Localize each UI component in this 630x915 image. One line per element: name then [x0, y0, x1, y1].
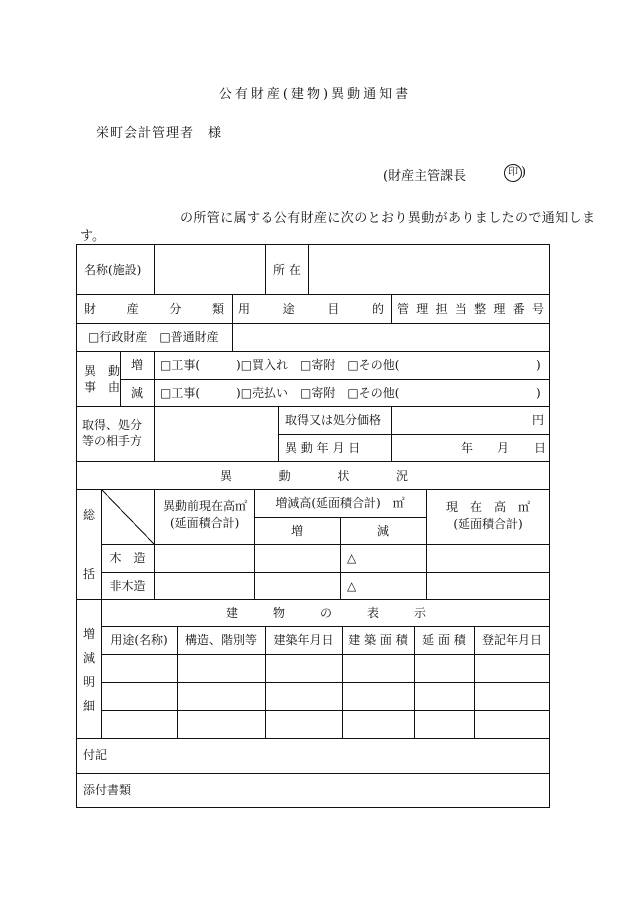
increase-label: 増 — [131, 358, 144, 372]
column-building-area: 建 築 面 積 — [348, 633, 408, 647]
addressee: 栄町会計管理者 様 — [96, 126, 223, 141]
decrease-reason-options[interactable]: □工事( )□売払い □寄附 □その他( — [160, 386, 400, 400]
decrease-label: 減 — [131, 386, 144, 400]
document-title: 公有財産(建物)異動通知書 — [218, 87, 412, 102]
details-side-label-2: 減 — [83, 651, 96, 665]
column-use-name: 用途(名称) — [110, 633, 168, 647]
price-label: 取得又は処分価格 — [285, 413, 382, 427]
property-type-checkboxes[interactable]: □行政財産 □普通財産 — [88, 330, 219, 344]
decrease-column-header: 減 — [376, 524, 389, 538]
notes-label: 付記 — [83, 748, 108, 762]
purpose-header: 用 途 目 的 — [238, 302, 384, 316]
sender-close-paren: ) — [521, 165, 527, 180]
decrease-mark-wooden: △ — [347, 551, 357, 565]
seal-mark: 印 — [504, 164, 522, 182]
column-structure: 構造、階別等 — [184, 633, 257, 647]
before-amount-header-line2: (延面積合計) — [170, 516, 240, 530]
change-date-label: 異 動 年 月 日 — [285, 441, 361, 455]
party-label-line1: 取得、処分 — [82, 418, 143, 432]
before-amount-header-line1: 異動前現在高㎡ — [163, 499, 248, 513]
reason-label-line1: 異 動 — [84, 364, 121, 378]
details-side-label-3: 明 — [83, 675, 96, 689]
increase-reason-options[interactable]: □工事( )□買入れ □寄附 □その他( — [160, 358, 400, 372]
location-label: 所 在 — [273, 263, 301, 277]
property-category-header: 財 産 分 類 — [84, 302, 224, 316]
summary-side-label-bottom: 括 — [83, 567, 96, 581]
sender-label: (財産主管課長 — [383, 169, 467, 184]
currency-unit: 円 — [532, 413, 545, 427]
decrease-mark-non-wooden: △ — [347, 579, 357, 593]
building-display-header: 建 物 の 表 示 — [226, 606, 426, 620]
change-amount-header: 増減高(延面積合計) ㎡ — [275, 496, 405, 510]
increase-close-paren: ) — [536, 358, 541, 372]
current-amount-header-line2: (延面積合計) — [453, 517, 523, 531]
current-amount-header-line1: 現 在 高 ㎡ — [445, 500, 530, 514]
reason-label-line2: 事 由 — [84, 380, 121, 394]
change-status-header: 異 動 状 況 — [220, 469, 408, 483]
increase-column-header: 増 — [290, 524, 303, 538]
decrease-close-paren: ) — [536, 386, 541, 400]
row-label-wooden: 木 造 — [109, 551, 146, 565]
management-number-header: 管 理 担 当 整 理 番 号 — [397, 302, 544, 316]
party-label-line2: 等の相手方 — [82, 434, 143, 448]
date-unit-day: 日 — [534, 441, 547, 455]
row-label-non-wooden: 非木造 — [109, 579, 146, 593]
body-text-line2: す。 — [80, 229, 105, 244]
column-floor-area: 延 面 積 — [422, 633, 466, 647]
facility-name-label: 名称(施設) — [84, 263, 142, 277]
column-registration-date: 登記年月日 — [481, 633, 542, 647]
date-unit-month: 月 — [497, 441, 510, 455]
body-text-line1: の所管に属する公有財産に次のとおり異動がありましたので通知しま — [180, 211, 596, 226]
column-construction-date: 建築年月日 — [273, 633, 334, 647]
details-side-label-4: 細 — [83, 699, 96, 713]
details-side-label-1: 増 — [83, 627, 96, 641]
date-unit-year: 年 — [461, 441, 474, 455]
summary-side-label-top: 総 — [83, 508, 96, 522]
attachments-label: 添付書類 — [83, 783, 132, 797]
